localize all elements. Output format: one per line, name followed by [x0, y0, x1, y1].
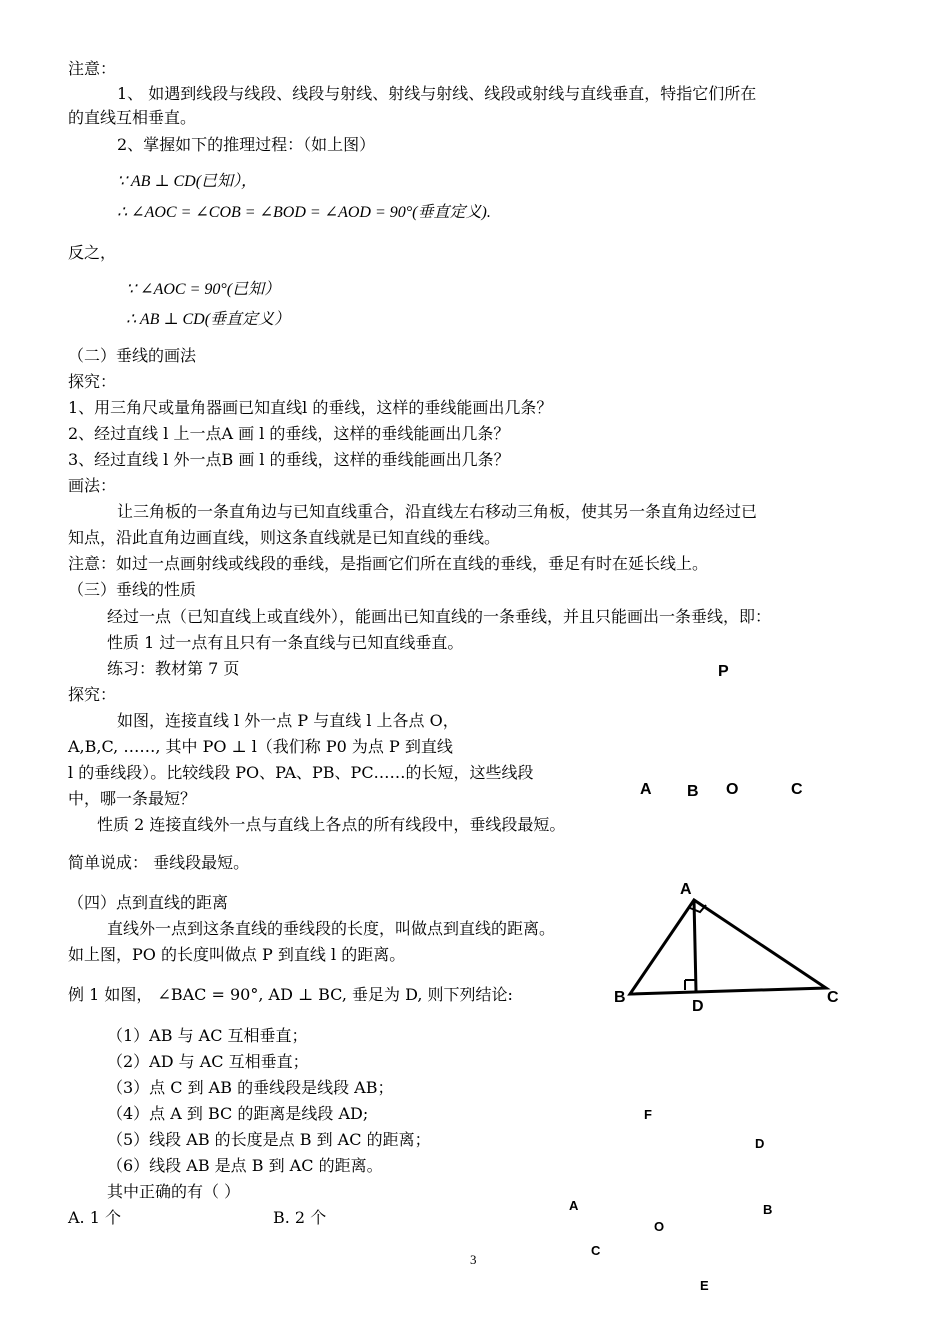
distance-example: 如上图，PO 的长度叫做点 P 到直线 l 的距离。 [68, 945, 406, 964]
example-option-3: （3）点 C 到 AB 的垂线段是线段 AB； [107, 1078, 394, 1097]
note-heading: 注意： [68, 59, 117, 78]
method-text-2: 知点，沿此直角边画直线，则这条直线就是已知直线的垂线。 [68, 528, 501, 547]
note-item-1: 1、 如遇到线段与线段、线段与射线、射线与射线、线段或射线与直线垂直，特指它们所在 [117, 84, 757, 103]
section-heading-4: （四）点到直线的距离 [68, 893, 229, 912]
answer-prompt: 其中正确的有（ ） [107, 1182, 241, 1201]
example-option-4: （4）点 A 到 BC 的距离是线段 AD; [107, 1104, 369, 1123]
note-item-2: 2、掌握如下的推理过程：（如上图） [117, 135, 376, 154]
label-o: O [654, 1219, 665, 1234]
method-label: 画法： [68, 476, 117, 495]
label-f: F [644, 1107, 652, 1122]
page-number: 3 [470, 1252, 477, 1267]
label-a: A [569, 1198, 579, 1213]
label-point-b: B [687, 783, 699, 800]
property-1: 性质 1 过一点有且只有一条直线与已知直线垂直。 [107, 633, 464, 652]
triangle-abc [630, 900, 826, 994]
explore2-text-1: 如图，连接直线 l 外一点 P 与直线 l 上各点 O， [117, 711, 459, 730]
converse-label: 反之， [68, 243, 117, 262]
explore2-text-4: 中，哪一条最短？ [68, 789, 197, 808]
label-d: D [755, 1136, 765, 1151]
label-vertex-c: C [827, 989, 839, 1006]
exercise-ref: 练习：教材第 7 页 [107, 659, 240, 678]
label-point-p: P [718, 663, 729, 680]
note-item-1-cont: 的直线互相垂直。 [68, 108, 197, 127]
label-point-o: O [726, 781, 739, 798]
explore-q3: 3、经过直线 l 外一点B 画 l 的垂线，这样的垂线能画出几条？ [68, 450, 510, 469]
explore-label-2: 探究： [68, 685, 117, 704]
label-b: B [763, 1202, 773, 1217]
distance-definition: 直线外一点到这条直线的垂线段的长度，叫做点到直线的距离。 [107, 919, 556, 938]
explore2-text-3: l 的垂线段）。比较线段 PO、PA、PB、PC……的长短，这些线段 [68, 763, 534, 782]
explore-q2: 2、经过直线 l 上一点A 画 l 的垂线，这样的垂线能画出几条？ [68, 424, 510, 443]
property-2: 性质 2 连接直线外一点与直线上各点的所有线段中，垂线段最短。 [97, 815, 566, 834]
example-option-6: （6）线段 AB 是点 B 到 AC 的距离。 [107, 1156, 383, 1175]
example-option-5: （5）线段 AB 的长度是点 B 到 AC 的距离； [107, 1130, 431, 1149]
label-e: E [700, 1278, 709, 1293]
example-option-2: （2）AD 与 AC 互相垂直； [107, 1052, 309, 1071]
proof-line-2: ∴ ∠AOC = ∠COB = ∠BOD = ∠AOD = 90°(垂直定义). [117, 204, 491, 221]
label-point-c: C [791, 781, 803, 798]
property-intro: 经过一点（已知直线上或直线外），能画出已知直线的一条垂线，并且只能画出一条垂线，即： [107, 607, 772, 626]
altitude-ad [694, 900, 696, 991]
converse-line-1: ∵ ∠AOC = 90°(已知） [126, 281, 281, 298]
choice-a: A. 1 个 [68, 1208, 121, 1227]
example-1-stem: 例 1 如图， ∠BAC = 90°, AD ⊥ BC, 垂足为 D, 则下列结论: [68, 985, 513, 1004]
label-c: C [591, 1243, 601, 1258]
example-option-1: （1）AB 与 AC 互相垂直； [107, 1026, 308, 1045]
method-text-1: 让三角板的一条直角边与已知直线重合，沿直线左右移动三角板，使其另一条直角边经过已 [117, 502, 758, 521]
label-vertex-a: A [680, 881, 692, 898]
label-foot-d: D [692, 998, 704, 1015]
short-statement: 简单说成： 垂线段最短。 [68, 853, 250, 872]
method-note: 注意：如过一点画射线或线段的垂线，是指画它们所在直线的垂线，垂足有时在延长线上。 [68, 554, 709, 573]
proof-line-1: ∵ AB ⊥ CD(已知）， [117, 173, 258, 190]
choice-b: B. 2 个 [273, 1208, 327, 1227]
explore2-text-2: A,B,C, ……, 其中 PO ⊥ l（我们称 P0 为点 P 到直线 [68, 737, 453, 756]
label-vertex-b: B [614, 989, 626, 1006]
section-heading-3: （三）垂线的性质 [68, 580, 197, 599]
converse-line-2: ∴ AB ⊥ CD(垂直定义） [126, 311, 291, 328]
explore-q1: 1、用三角尺或量角器画已知直线l 的垂线，这样的垂线能画出几条？ [68, 398, 553, 417]
label-point-a: A [640, 781, 652, 798]
section-heading-2: （二）垂线的画法 [68, 346, 197, 365]
explore-label-1: 探究： [68, 372, 117, 391]
